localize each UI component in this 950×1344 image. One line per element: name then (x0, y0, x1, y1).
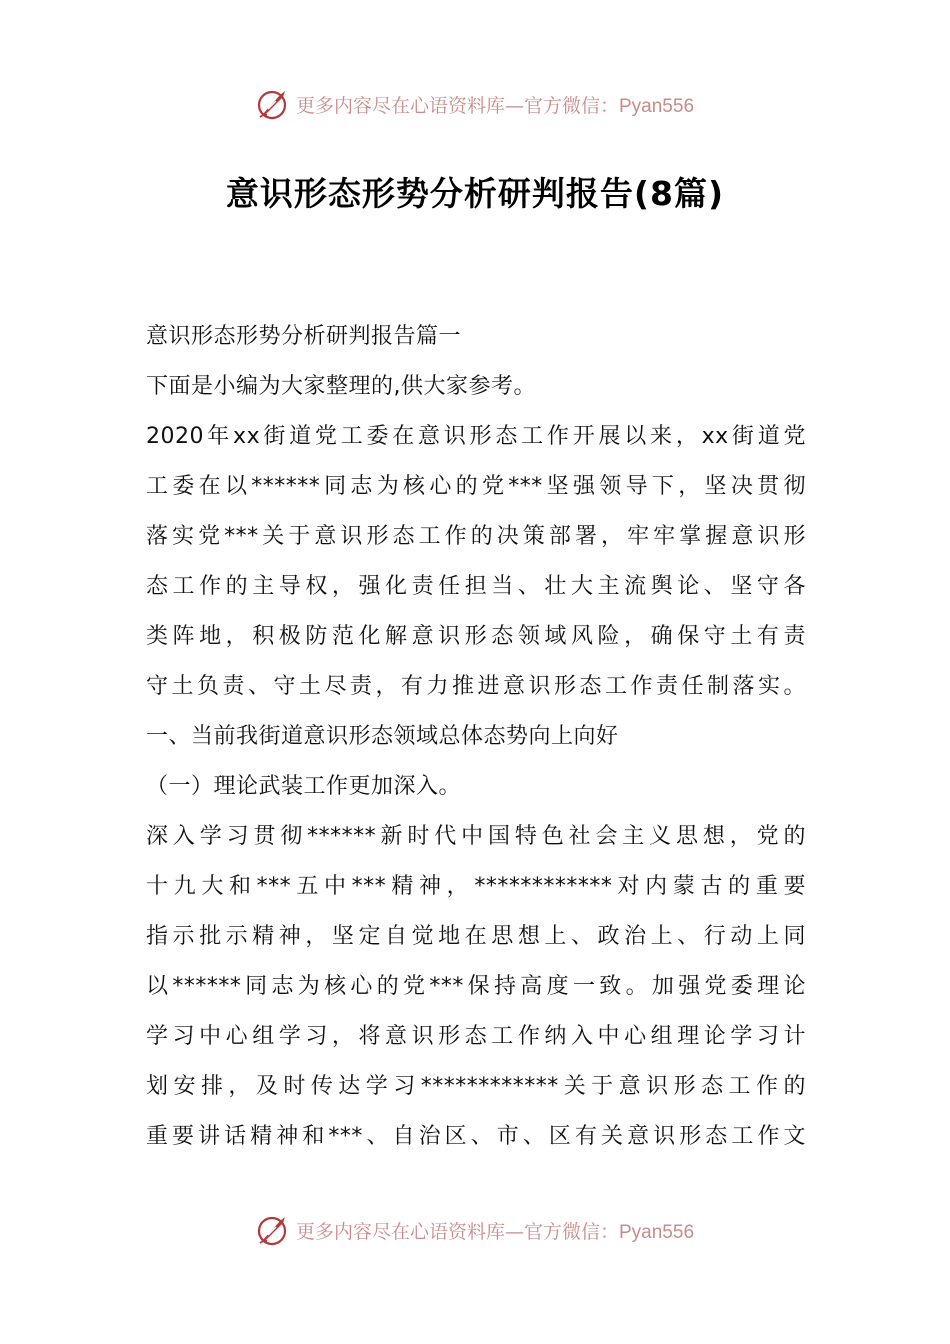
watermark-banner-bottom (0, 1208, 950, 1252)
text-line: 一、当前我街道意识形态领域总体态势向上向好 (146, 724, 619, 749)
text-line: （一）理论武装工作更加深入。 (146, 774, 462, 799)
watermark-label: 更多内容尽在心语资料库—官方微信： (295, 94, 619, 117)
text-line: 态工作的主导权，强化责任担当、壮大主流舆论、坚守各 (146, 574, 806, 599)
text-line: 重要讲话精神和***、自治区、市、区有关意识形态工作文 (146, 1124, 806, 1149)
text-line: 划安排，及时传达学习************关于意识形态工作的 (146, 1074, 806, 1099)
watermark-label: 更多内容尽在心语资料库—官方微信： (295, 1220, 619, 1243)
document-title: 意识形态形势分析研判报告(8篇) (225, 174, 725, 213)
watermark-text (296, 91, 694, 118)
text-line: 学习中心组学习，将意识形态工作纳入中心组理论学习计 (146, 1024, 806, 1049)
text-line: 下面是小编为大家整理的,供大家参考。 (146, 374, 536, 399)
quill-pen-icon (256, 87, 290, 121)
quill-pen-icon (256, 1213, 290, 1247)
watermark-id: Pyan556 (619, 95, 695, 117)
text-line: 意识形态形势分析研判报告篇一 (146, 324, 462, 349)
text-line: 十九大和***五中***精神，************对内蒙古的重要 (146, 874, 806, 899)
text-line: 守土负责、守土尽责，有力推进意识形态工作责任制落实。 (146, 674, 806, 699)
watermark-banner-top (0, 82, 950, 126)
text-line: 深入学习贯彻******新时代中国特色社会主义思想，党的 (146, 824, 806, 849)
watermark-id: Pyan556 (619, 1221, 695, 1243)
text-line: 落实党***关于意识形态工作的决策部署，牢牢掌握意识形 (146, 524, 806, 549)
text-line: 以******同志为核心的党***保持高度一致。加强党委理论 (146, 974, 806, 999)
text-line: 类阵地，积极防范化解意识形态领域风险，确保守土有责 (146, 624, 806, 649)
text-line: 指示批示精神，坚定自觉地在思想上、政治上、行动上同 (146, 924, 806, 949)
text-line: 工委在以******同志为核心的党***坚强领导下，坚决贯彻 (146, 474, 806, 499)
watermark-text (296, 1217, 694, 1244)
text-line: 2020年xx街道党工委在意识形态工作开展以来，xx街道党 (146, 424, 806, 449)
document-body (146, 312, 806, 1162)
